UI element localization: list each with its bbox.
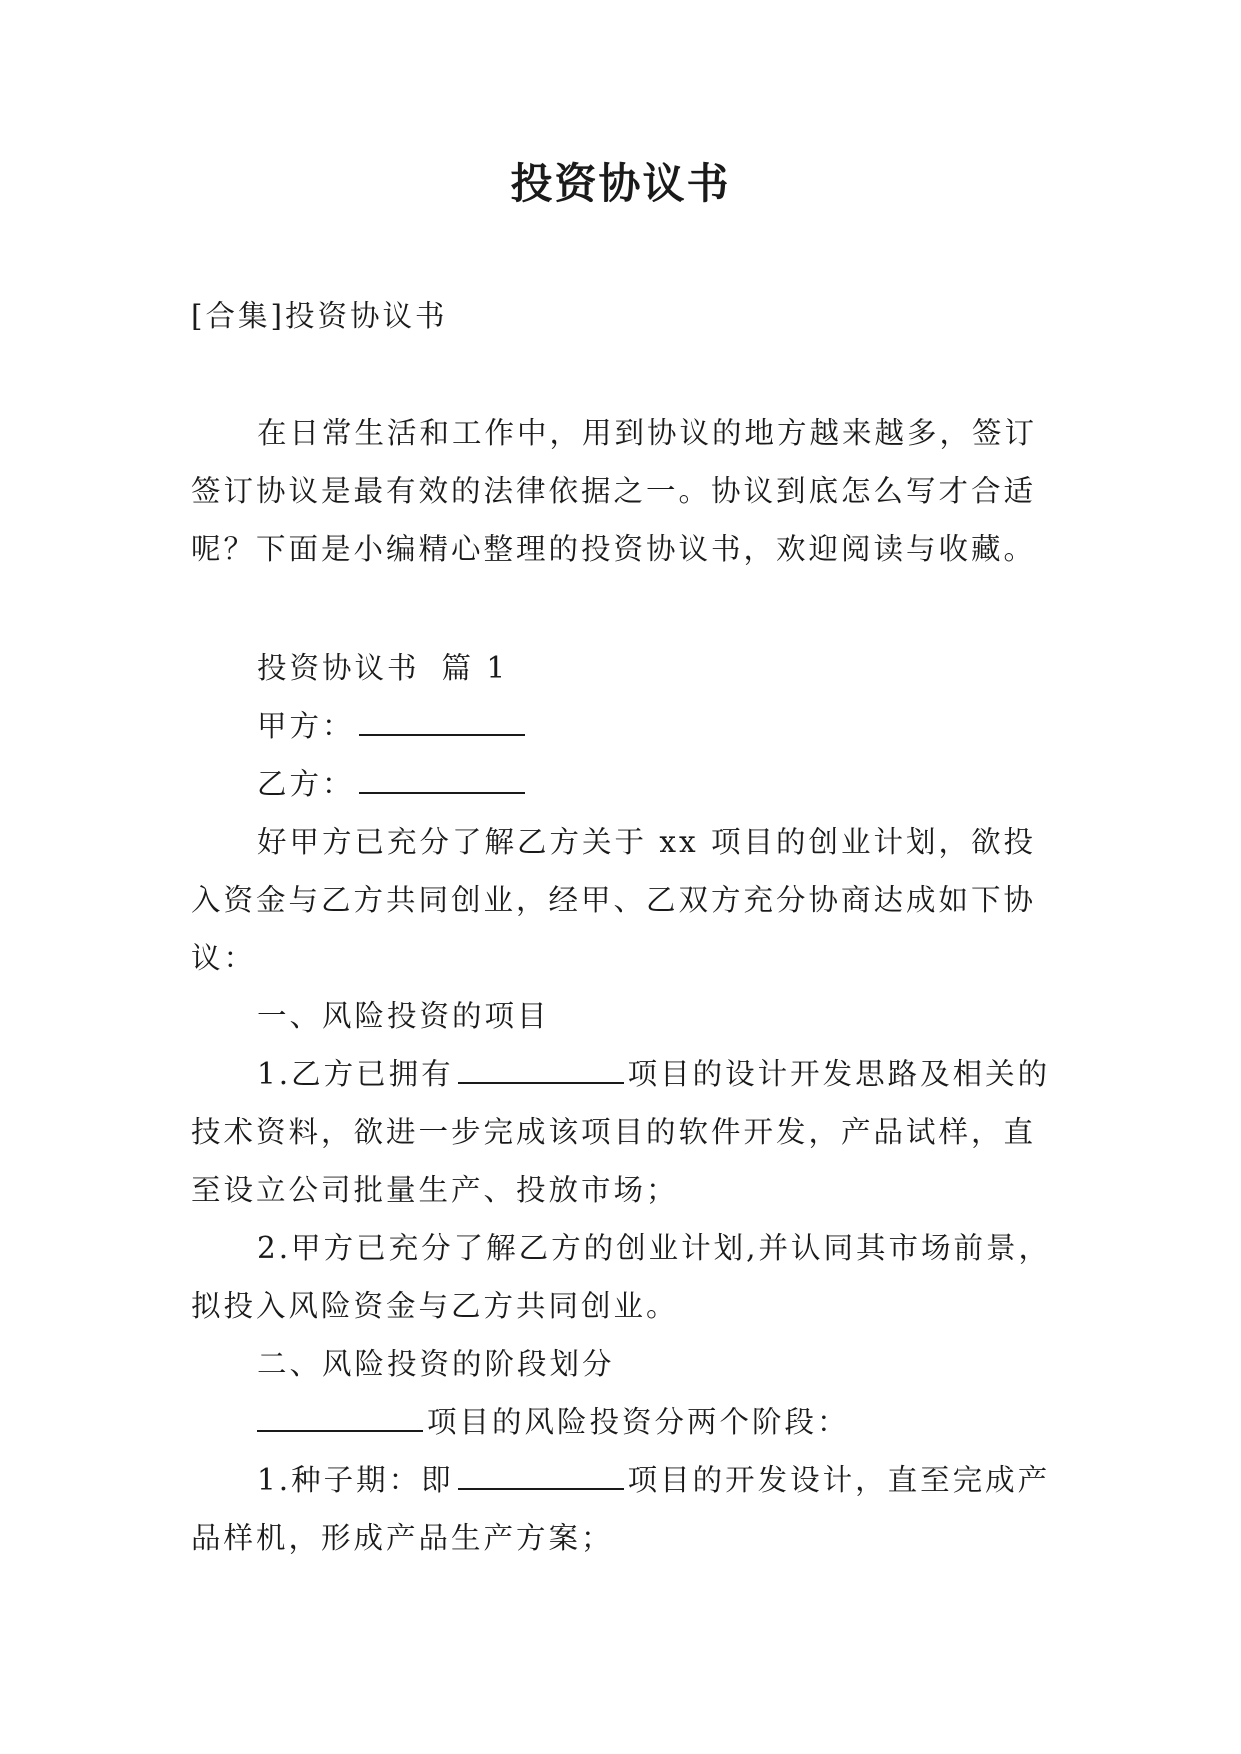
section-heading-main: 投资协议书 — [257, 651, 420, 685]
intro-line: 呢？下面是小编精心整理的投资协议书，欢迎阅读与收藏。 — [191, 532, 1037, 566]
clause-1-1-blank — [458, 1062, 624, 1084]
clause-2-heading: 二、风险投资的阶段划分 — [257, 1347, 615, 1381]
clause-1-heading: 一、风险投资的项目 — [257, 999, 550, 1033]
agreement-body — [191, 639, 1051, 1567]
clause-2-1-suffix: 项目的开发设计，直至完成产 — [627, 1463, 1051, 1497]
collection-label — [191, 287, 1051, 345]
preamble-line: 好甲方已充分了解乙方关于 xx 项目的创业计划，欲投 — [257, 825, 1037, 859]
intro-line: 签订协议是最有效的法律依据之一。协议到底怎么写才合适 — [191, 474, 1037, 508]
clause-1-1-line: 至设立公司批量生产、投放市场； — [191, 1173, 679, 1207]
clause-2-1-line: 品样机，形成产品生产方案； — [191, 1521, 614, 1555]
party-b-line — [191, 755, 1051, 813]
clause-2-intro-blank — [257, 1410, 423, 1432]
clause-1-1-prefix: 1.乙方已拥有 — [257, 1057, 454, 1091]
clause-2-1-prefix: 1.种子期：即 — [257, 1463, 454, 1497]
party-a-line — [191, 697, 1051, 755]
clause-1-1-suffix: 项目的设计开发思路及相关的 — [627, 1057, 1051, 1091]
party-b-label: 乙方： — [257, 767, 355, 801]
clause-1-2-line: 2.甲方已充分了解乙方的创业计划,并认同其市场前景， — [257, 1231, 1052, 1265]
clause-2-intro-suffix: 项目的风险投资分两个阶段： — [427, 1405, 850, 1439]
party-a-blank — [359, 714, 525, 736]
clause-2-intro — [191, 1393, 1051, 1451]
clause-1-2-line: 拟投入风险资金与乙方共同创业。 — [191, 1289, 679, 1323]
clause-2-1-blank — [458, 1468, 624, 1490]
document-title: 投资协议书 — [510, 159, 731, 208]
intro-paragraph — [191, 404, 1051, 578]
party-a-label: 甲方： — [257, 709, 355, 743]
clause-2-1-line — [191, 1451, 1051, 1509]
party-b-blank — [359, 772, 525, 794]
section-heading — [191, 639, 1051, 697]
intro-line: 在日常生活和工作中，用到协议的地方越来越多，签订 — [257, 416, 1038, 450]
clause-1-1-line — [191, 1045, 1051, 1103]
section-heading-sub: 篇 1 — [441, 651, 509, 685]
clause-1-1-line: 技术资料，欲进一步完成该项目的软件开发，产品试样，直 — [191, 1115, 1037, 1149]
collection-label-text: [合集]投资协议书 — [191, 299, 448, 333]
preamble-line: 入资金与乙方共同创业，经甲、乙双方充分协商达成如下协 — [191, 883, 1037, 917]
preamble-line: 议： — [191, 941, 257, 975]
